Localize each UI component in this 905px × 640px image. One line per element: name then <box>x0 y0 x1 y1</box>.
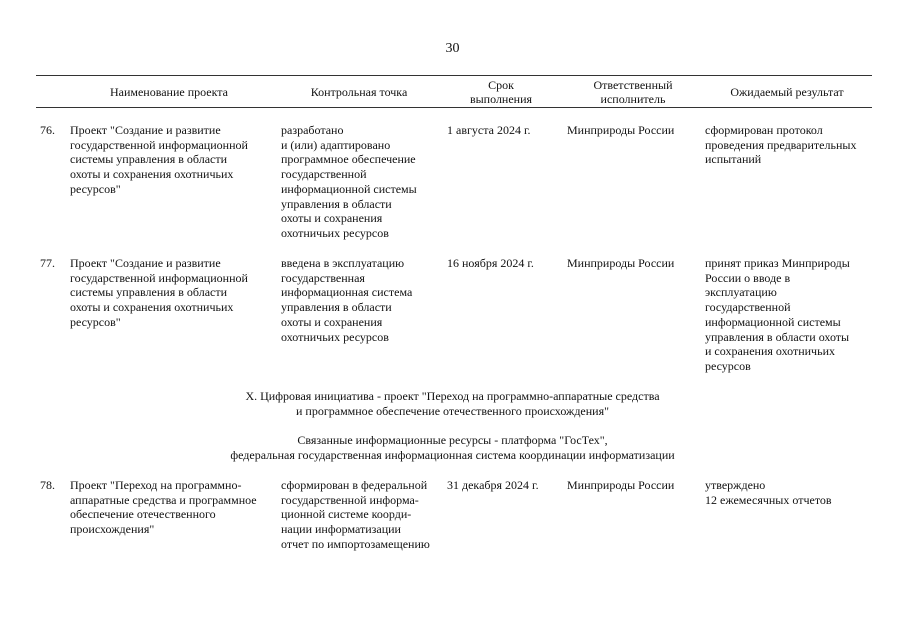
executor: Минприроды России <box>567 256 675 270</box>
project-name: Проект "Создание и развитие государственной информационной системы управления в области охоты и сохранения охотничьих ресурсов" <box>70 123 248 196</box>
deadline: 31 декабря 2024 г. <box>447 478 539 492</box>
row-number: 78. <box>40 478 55 492</box>
section-subtitle: Связанные информационные ресурсы - платформа "ГосТех", федеральная государственная информационная система координации информатизации <box>230 433 675 462</box>
column-header-deadline: Срок выполнения <box>469 77 533 106</box>
project-name: Проект "Переход на программно- аппаратные средства и программное обеспечение отечественного происхождения" <box>70 478 257 537</box>
executor: Минприроды России <box>567 123 675 137</box>
checkpoint: разработано и (или) адаптировано программное обеспечение государственной информационной системы управления в области охоты и сохранения охотничьих ресурсов <box>281 123 417 240</box>
row-number: 77. <box>40 256 55 270</box>
page-number: 30 <box>445 41 460 56</box>
expected-result: сформирован протокол проведения предварительных испытаний <box>705 123 857 167</box>
checkpoint: сформирован в федеральной государственной информа- ционной системе коорди- нации информатизации отчет по импортозамещению <box>281 478 430 551</box>
checkpoint: введена в эксплуатацию государственная информационная система управления в области охоты и сохранения охотничьих ресурсов <box>281 256 413 344</box>
column-header-checkpoint: Контрольная точка <box>310 84 408 99</box>
column-header-name: Наименование проекта <box>109 84 229 99</box>
executor: Минприроды России <box>567 478 675 492</box>
project-name: Проект "Создание и развитие государственной информационной системы управления в области охоты и сохранения охотничьих ресурсов" <box>70 256 248 329</box>
table-header-bottom-rule <box>36 107 872 108</box>
expected-result: утверждено 12 ежемесячных отчетов <box>705 478 832 507</box>
column-header-result: Ожидаемый результат <box>730 84 844 99</box>
section-title: X. Цифровая инициатива - проект "Переход на программно-аппаратные средства и программное обеспечение отечественного происхождения" <box>245 389 660 418</box>
deadline: 16 ноября 2024 г. <box>447 256 534 270</box>
expected-result: принят приказ Минприроды России о вводе в эксплуатацию государственной информационной системы управления в области охоты и сохранения охотничьих ресурсов <box>705 256 850 373</box>
row-number: 76. <box>40 123 55 137</box>
column-header-executor: Ответственный исполнитель <box>593 77 673 106</box>
deadline: 1 августа 2024 г. <box>447 123 531 137</box>
